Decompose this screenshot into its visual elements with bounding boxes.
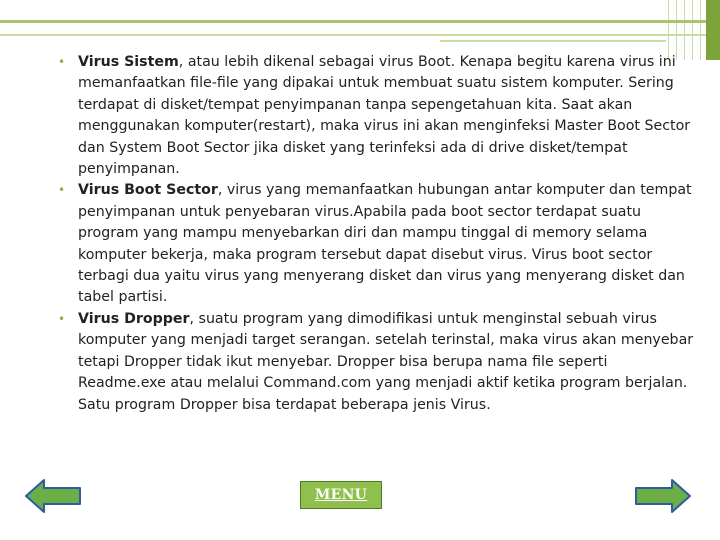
item-term: Virus Dropper [78, 310, 190, 327]
bullet-icon: • [58, 55, 66, 69]
item-term: Virus Sistem [78, 54, 179, 70]
bullet-icon: • [58, 183, 66, 198]
header-decoration [0, 0, 720, 60]
item-text: , atau lebih dikenal sebagai virus Boot. Kenapa begitu karena virus ini memanfaatkan file-file yang dipakai untuk membuat suatu sistem komputer. Sering terdapat di disket/tempat penyimpanan tanpa sepengetahuan kita. Saat akan menggunakan komputer(restart), maka virus ini akan menginfeksi Master Boot Sector dan System Boot Sector jika disket yang terinfeksi ada di drive disket/tempat penyimpanan. [78, 54, 691, 178]
list-item [54, 180, 694, 308]
prev-button[interactable] [24, 478, 82, 514]
list-item [54, 52, 694, 180]
item-text: , suatu program yang dimodifikasi untuk menginstal sebuah virus komputer yang menjadi target serangan. setelah terinstal, maka virus akan menyebar tetapi Dropper tidak ikut menyebar. Dropper bisa berupa nama file seperti Readme.exe atau melalui Command.com yang menjadi aktif ketika program berjalan. Satu program Dropper bisa terdapat beberapa jenis Virus. [78, 310, 694, 413]
slide-content [54, 52, 694, 416]
next-button[interactable] [634, 478, 692, 514]
item-text: , virus yang memanfaatkan hubungan antar komputer dan tempat penyimpanan untuk penyebaran virus.Apabila pada boot sector terdapat suatu program yang mampu menyebarkan diri dan mampu tinggal di memory selama komputer bekerja, maka program tersebut dapat disebut virus. Virus boot sector terbagi dua yaitu virus yang menyerang disket dan virus yang menyerang disket dan tabel partisi. [78, 182, 692, 306]
menu-button[interactable]: MENU [300, 481, 382, 509]
list-item [54, 309, 694, 416]
arrow-left-icon [24, 478, 82, 514]
arrow-right-icon [634, 478, 692, 514]
bullet-icon: • [58, 311, 66, 326]
item-term: Virus Boot Sector [78, 182, 218, 199]
